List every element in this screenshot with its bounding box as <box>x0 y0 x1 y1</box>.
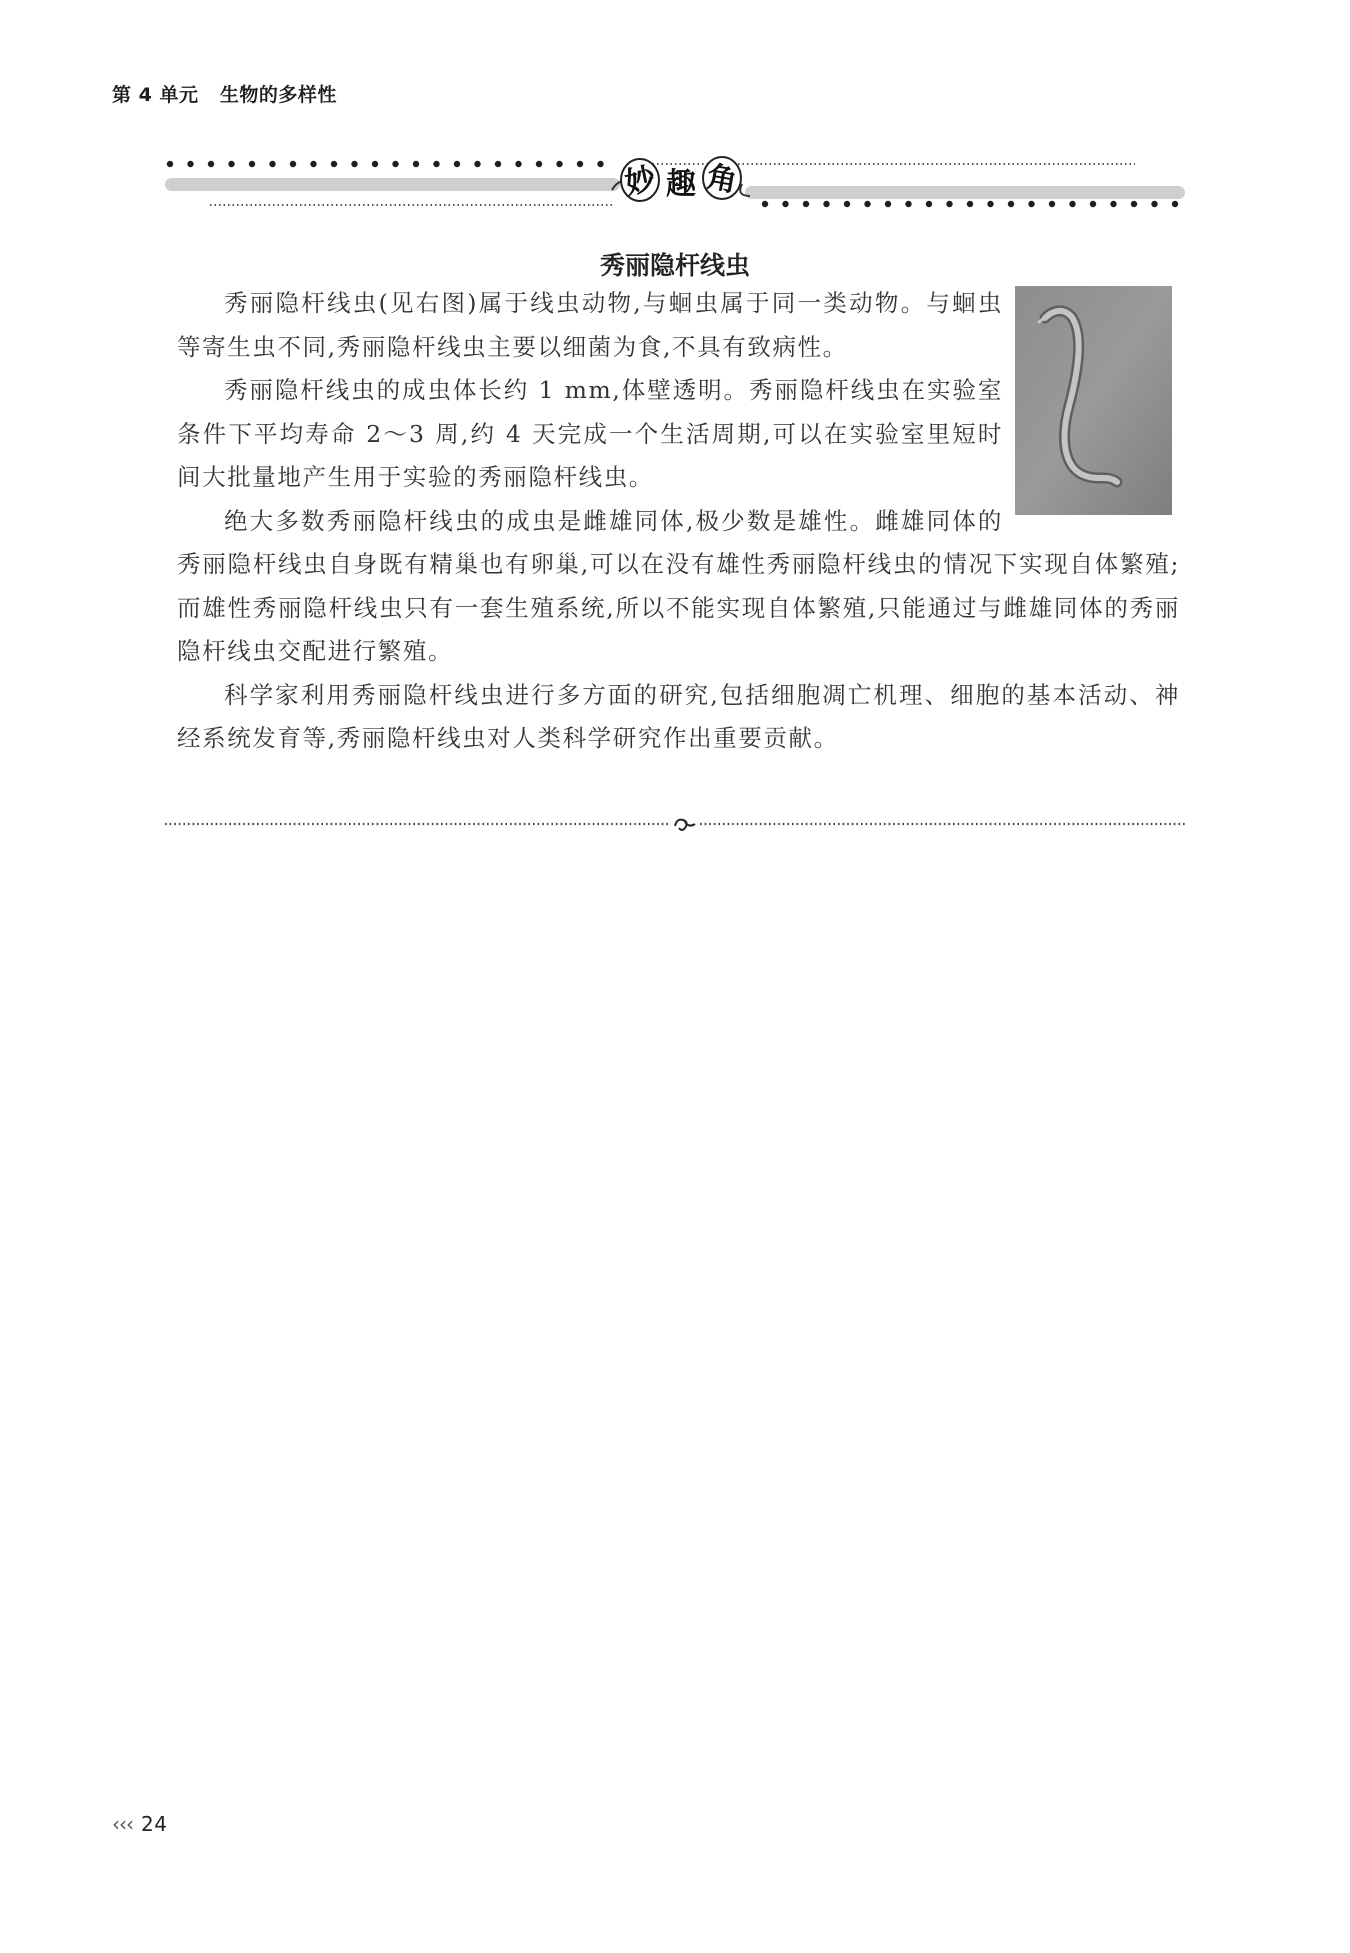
banner-dot <box>967 201 973 207</box>
page-footer <box>112 1812 167 1836</box>
banner-dot <box>474 161 480 167</box>
banner-char-2: 趣 <box>666 167 696 202</box>
banner-graphic <box>160 150 1190 212</box>
banner-dot <box>577 161 583 167</box>
paragraph-2: 秀丽隐杆线虫的成虫体长约 1 mm,体壁透明。秀丽隐杆线虫在实验室条件下平均寿命 2～3 周,约 4 天完成一个生活周期,可以在实验室里短时间大批量地产生用于实验的秀丽隐杆线虫。 <box>177 376 1003 491</box>
banner-char-1: 妙 <box>622 161 659 202</box>
unit-label: 第 4 单元 <box>112 84 199 106</box>
running-head <box>112 80 337 107</box>
banner-dot <box>495 161 501 167</box>
banner-dot <box>515 161 521 167</box>
banner-dot <box>1151 201 1157 207</box>
banner-dot <box>885 201 891 207</box>
banner-dot <box>1172 201 1178 207</box>
nematode-photo-icon <box>1015 286 1172 515</box>
banner-dot <box>1028 201 1034 207</box>
banner-dot <box>372 161 378 167</box>
section-banner <box>160 150 1190 212</box>
banner-dot <box>844 201 850 207</box>
banner-dot <box>331 161 337 167</box>
banner-dot <box>167 161 173 167</box>
banner-dot <box>208 161 214 167</box>
banner-dot <box>187 161 193 167</box>
banner-dot <box>228 161 234 167</box>
banner-dot <box>782 201 788 207</box>
banner-dot <box>556 161 562 167</box>
section-end-rule <box>165 812 1185 836</box>
banner-dot <box>926 201 932 207</box>
banner-dot <box>536 161 542 167</box>
chevron-left-icon: ‹‹‹ <box>112 1812 133 1836</box>
paragraph-4: 科学家利用秀丽隐杆线虫进行多方面的研究,包括细胞凋亡机理、细胞的基本活动、神经系统发育等,秀丽隐杆线虫对人类科学研究作出重要贡献。 <box>177 680 1180 752</box>
banner-dot <box>946 201 952 207</box>
banner-dot <box>454 161 460 167</box>
banner-dot <box>1008 201 1014 207</box>
banner-dot <box>433 161 439 167</box>
banner-dot <box>1049 201 1055 207</box>
banner-dot <box>823 201 829 207</box>
banner-dot <box>1069 201 1075 207</box>
banner-char-3: 角 <box>703 159 740 200</box>
banner-dot <box>762 201 768 207</box>
paragraph-1: 秀丽隐杆线虫(见右图)属于线虫动物,与蛔虫属于同一类动物。与蛔虫等寄生虫不同,秀丽隐杆线虫主要以细菌为食,不具有致病性。 <box>177 289 1003 361</box>
banner-dot <box>597 161 603 167</box>
unit-title: 生物的多样性 <box>219 84 337 106</box>
nematode-figure <box>1015 286 1180 518</box>
banner-dot <box>290 161 296 167</box>
article-body <box>177 282 1180 761</box>
banner-dot <box>413 161 419 167</box>
banner-dot <box>310 161 316 167</box>
banner-dot <box>803 201 809 207</box>
paragraph-3: 绝大多数秀丽隐杆线虫的成虫是雌雄同体,极少数是雄性。雌雄同体的秀丽隐杆线虫自身既有精巢也有卵巢,可以在没有雄性秀丽隐杆线虫的情况下实现自体繁殖;而雄性秀丽隐杆线虫只有一套生殖系统,所以不能实现自体繁殖,只能通过与雌雄同体的秀丽隐杆线虫交配进行繁殖。 <box>177 506 1180 665</box>
banner-dot <box>351 161 357 167</box>
banner-dot <box>392 161 398 167</box>
banner-dot <box>1131 201 1137 207</box>
banner-dot <box>905 201 911 207</box>
page-number: 24 <box>141 1812 168 1836</box>
ornament-icon <box>675 820 695 830</box>
banner-dot <box>1110 201 1116 207</box>
banner-dot <box>1090 201 1096 207</box>
banner-dot <box>269 161 275 167</box>
article-title: 秀丽隐杆线虫 <box>599 251 750 280</box>
banner-dot <box>987 201 993 207</box>
banner-dot <box>249 161 255 167</box>
banner-dot <box>864 201 870 207</box>
